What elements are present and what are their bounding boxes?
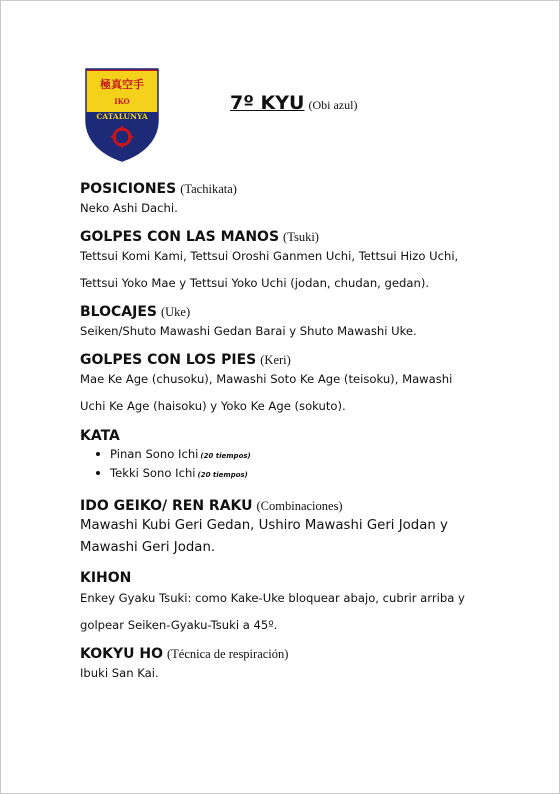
kata-note: (20 tiempos) (197, 471, 248, 479)
section-heading-posiciones (80, 181, 237, 197)
heading-subtitle: (Combinaciones) (256, 499, 343, 513)
section-text: Seiken/Shuto Mawashi Gedan Barai y Shuto Mawashi Uke. (80, 324, 417, 338)
section-heading-kata (80, 428, 120, 444)
section-heading-golpes-manos (80, 229, 319, 245)
section-text: Tettsui Komi Kami, Tettsui Oroshi Ganmen Uchi, Tettsui Hizo Uchi, (80, 249, 459, 263)
section-text: Uchi Ke Age (haisoku) y Yoko Ke Age (sokuto). (80, 399, 346, 413)
section-heading-kokyu-ho (80, 646, 288, 662)
list-item (96, 447, 251, 461)
heading-text: KATA (80, 428, 120, 444)
iko-catalunya-logo (85, 68, 159, 162)
bullet-icon (96, 471, 100, 475)
page-title (230, 92, 357, 114)
logo-kanji: 極真空手 (100, 78, 144, 91)
section-heading-blocajes (80, 304, 190, 320)
section-text: golpear Seiken-Gyaku-Tsuki a 45º. (80, 618, 278, 632)
heading-subtitle: (Tsuki) (283, 230, 319, 244)
section-heading-kihon (80, 570, 131, 586)
heading-text: IDO GEIKO/ REN RAKU (80, 498, 253, 514)
section-text: Mawashi Kubi Geri Gedan, Ushiro Mawashi Geri Jodan y (80, 518, 448, 533)
bullet-icon (96, 452, 100, 456)
kata-name: Tekki Sono Ichi (110, 466, 196, 480)
kata-name: Pinan Sono Ichi (110, 447, 199, 461)
logo-text-iko: IKO (114, 97, 130, 106)
logo-text-catalunya: CATALUNYA (96, 112, 148, 121)
title-belt: (Obi azul) (308, 98, 358, 112)
heading-text: GOLPES CON LAS MANOS (80, 229, 280, 245)
heading-subtitle: (Uke) (160, 305, 191, 319)
heading-text: KOKYU HO (80, 646, 163, 662)
heading-subtitle: (Técnica de respiración) (166, 647, 289, 661)
heading-text: GOLPES CON LOS PIES (80, 352, 257, 368)
section-text: Tettsui Yoko Mae y Tettsui Yoko Uchi (jodan, chudan, gedan). (80, 276, 430, 290)
section-text: Mae Ke Age (chusoku), Mawashi Soto Ke Age (teisoku), Mawashi (80, 372, 453, 386)
section-text: Ibuki San Kai. (80, 666, 159, 680)
section-text: Mawashi Geri Jodan. (80, 540, 216, 555)
section-text: Neko Ashi Dachi. (80, 201, 178, 215)
section-heading-ido-geiko (80, 498, 343, 514)
section-text: Enkey Gyaku Tsuki: como Kake-Uke bloquear abajo, cubrir arriba y (80, 591, 465, 605)
heading-subtitle: (Keri) (260, 353, 291, 367)
heading-subtitle: (Tachikata) (180, 182, 237, 196)
heading-text: KIHON (80, 570, 132, 586)
list-item (96, 466, 248, 480)
title-kyu: 7º KYU (230, 92, 305, 114)
heading-text: POSICIONES (80, 181, 177, 197)
heading-text: BLOCAJES (80, 304, 157, 320)
section-heading-golpes-pies (80, 352, 291, 368)
kata-note: (20 tiempos) (200, 452, 251, 460)
